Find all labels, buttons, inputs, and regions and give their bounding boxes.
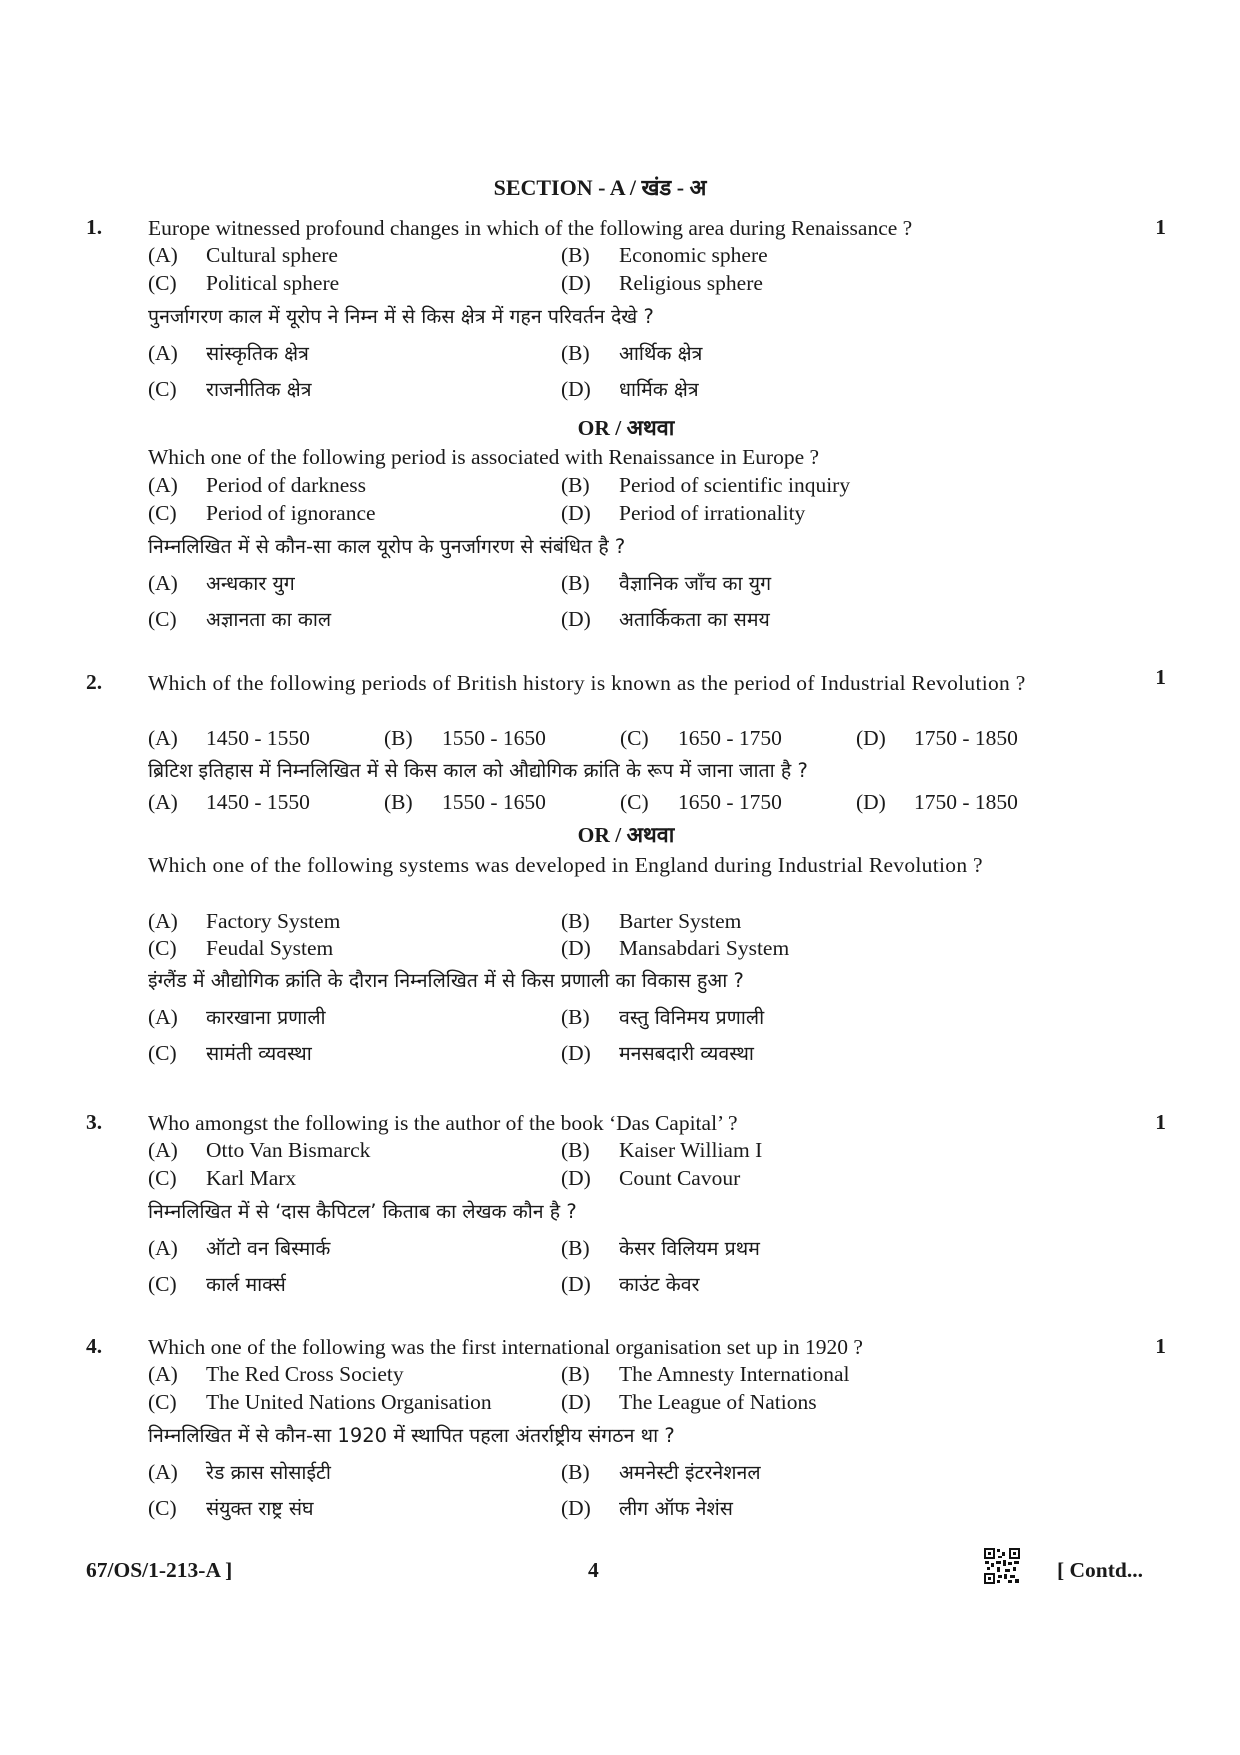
question-text: Who amongst the following is the author of the book ‘Das Capital’ ? (148, 1111, 738, 1135)
qr-code-icon (983, 1547, 1021, 1585)
option-a: (A) The Red Cross Society (148, 1362, 404, 1386)
question-text: Which one of the following was the first international organisation set up in 1920 ? (148, 1335, 863, 1359)
page-footer (0, 1558, 1240, 1598)
question-marks: 1 (1155, 1110, 1166, 1134)
question-text-hindi: निम्नलिखित में से ‘दास कैपिटल’ किताब का लेखक कौन है ? (148, 1200, 577, 1223)
question-text: Which of the following periods of British history is known as the period of Industrial Revolution ? (148, 671, 1026, 695)
question-text-hindi: निम्नलिखित में से कौन-सा 1920 में स्थापित पहला अंतर्राष्ट्रीय संगठन था ? (148, 1424, 675, 1447)
option-a: (A) 1450 - 1550 (148, 726, 310, 750)
option-d: (D) Religious sphere (561, 271, 763, 295)
alt-option-c: (C) Feudal System (148, 936, 334, 960)
alt-option-c: (C) Period of ignorance (148, 501, 376, 525)
option-b-hindi: (B) 1550 - 1650 (384, 790, 546, 814)
question-marks: 1 (1155, 215, 1166, 239)
section-title: SECTION - A / खंड - अ (493, 175, 707, 200)
option-d-hindi: (D) लीग ऑफ नेशंस (561, 1496, 733, 1520)
alt-option-a-hindi: (A) कारखाना प्रणाली (148, 1005, 326, 1029)
alt-question-text: Which one of the following systems was developed in England during Industrial Revolution ? (148, 853, 983, 877)
question-number: 1. (86, 215, 103, 239)
option-c: (C) Karl Marx (148, 1166, 297, 1190)
option-b-hindi: (B) आर्थिक क्षेत्र (561, 341, 703, 365)
option-a-hindi: (A) ऑटो वन बिस्मार्क (148, 1236, 331, 1260)
option-d-hindi: (D) 1750 - 1850 (856, 790, 1018, 814)
alt-question-text-hindi: निम्नलिखित में से कौन-सा काल यूरोप के पुनर्जागरण से संबंधित है ? (148, 535, 626, 558)
option-b-hindi: (B) केसर विलियम प्रथम (561, 1236, 760, 1260)
option-a: (A) Otto Van Bismarck (148, 1138, 371, 1162)
page-number: 4 (588, 1558, 599, 1582)
option-d-hindi: (D) धार्मिक क्षेत्र (561, 377, 699, 401)
question-marks: 1 (1155, 665, 1166, 689)
alt-option-b-hindi: (B) वस्तु विनिमय प्रणाली (561, 1005, 765, 1029)
option-a-hindi: (A) रेड क्रास सोसाईटी (148, 1460, 331, 1484)
option-c-hindi: (C) कार्ल मार्क्स (148, 1272, 286, 1296)
option-c: (C) Political sphere (148, 271, 340, 295)
option-d-hindi: (D) काउंट केवर (561, 1272, 700, 1296)
alt-option-a: (A) Period of darkness (148, 473, 367, 497)
alt-option-d: (D) Period of irrationality (561, 501, 806, 525)
alt-option-d: (D) Mansabdari System (561, 936, 790, 960)
option-d: (D) 1750 - 1850 (856, 726, 1018, 750)
option-c-hindi: (C) संयुक्त राष्ट्र संघ (148, 1496, 314, 1520)
continued-label: [ Contd... (1057, 1558, 1144, 1582)
option-a-hindi: (A) सांस्कृतिक क्षेत्र (148, 341, 309, 365)
question-text-hindi: ब्रिटिश इतिहास में निम्नलिखित में से किस काल को औद्योगिक क्रांति के रूप में जाना जाता है ? (148, 759, 808, 782)
option-b: (B) Economic sphere (561, 243, 768, 267)
question-number: 3. (86, 1110, 103, 1134)
alt-question-text: Which one of the following period is associated with Renaissance in Europe ? (148, 445, 820, 469)
or-divider: OR / अथवा (577, 416, 675, 440)
alt-option-a: (A) Factory System (148, 909, 341, 933)
question-number: 2. (86, 670, 103, 694)
option-c: (C) 1650 - 1750 (620, 726, 782, 750)
or-divider: OR / अथवा (577, 823, 675, 847)
alt-option-c-hindi: (C) सामंती व्यवस्था (148, 1041, 312, 1065)
option-a: (A) Cultural sphere (148, 243, 338, 267)
option-b: (B) 1550 - 1650 (384, 726, 546, 750)
alt-option-c-hindi: (C) अज्ञानता का काल (148, 607, 332, 631)
option-c-hindi: (C) राजनीतिक क्षेत्र (148, 377, 312, 401)
alt-option-d-hindi: (D) मनसबदारी व्यवस्था (561, 1041, 754, 1065)
alt-option-b-hindi: (B) वैज्ञानिक जाँच का युग (561, 571, 772, 595)
question-text-hindi: पुनर्जागरण काल में यूरोप ने निम्न में से किस क्षेत्र में गहन परिवर्तन देखे ? (148, 305, 654, 328)
question-marks: 1 (1155, 1334, 1166, 1358)
option-b: (B) Kaiser William I (561, 1138, 763, 1162)
alt-question-text-hindi: इंग्लैंड में औद्योगिक क्रांति के दौरान निम्नलिखित में से किस प्रणाली का विकास हुआ ? (148, 969, 744, 992)
alt-option-a-hindi: (A) अन्धकार युग (148, 571, 295, 595)
question-text: Europe witnessed profound changes in which of the following area during Renaissance ? (148, 216, 913, 240)
alt-option-b: (B) Period of scientific inquiry (561, 473, 851, 497)
option-b: (B) The Amnesty International (561, 1362, 850, 1386)
option-c: (C) The United Nations Organisation (148, 1390, 492, 1414)
alt-option-b: (B) Barter System (561, 909, 742, 933)
option-d: (D) The League of Nations (561, 1390, 817, 1414)
paper-code: 67/OS/1-213-A ] (86, 1558, 233, 1582)
alt-option-d-hindi: (D) अतार्किकता का समय (561, 607, 770, 631)
option-b-hindi: (B) अमनेस्टी इंटरनेशनल (561, 1460, 761, 1484)
question-number: 4. (86, 1334, 103, 1358)
option-d: (D) Count Cavour (561, 1166, 741, 1190)
option-c-hindi: (C) 1650 - 1750 (620, 790, 782, 814)
option-a-hindi: (A) 1450 - 1550 (148, 790, 310, 814)
